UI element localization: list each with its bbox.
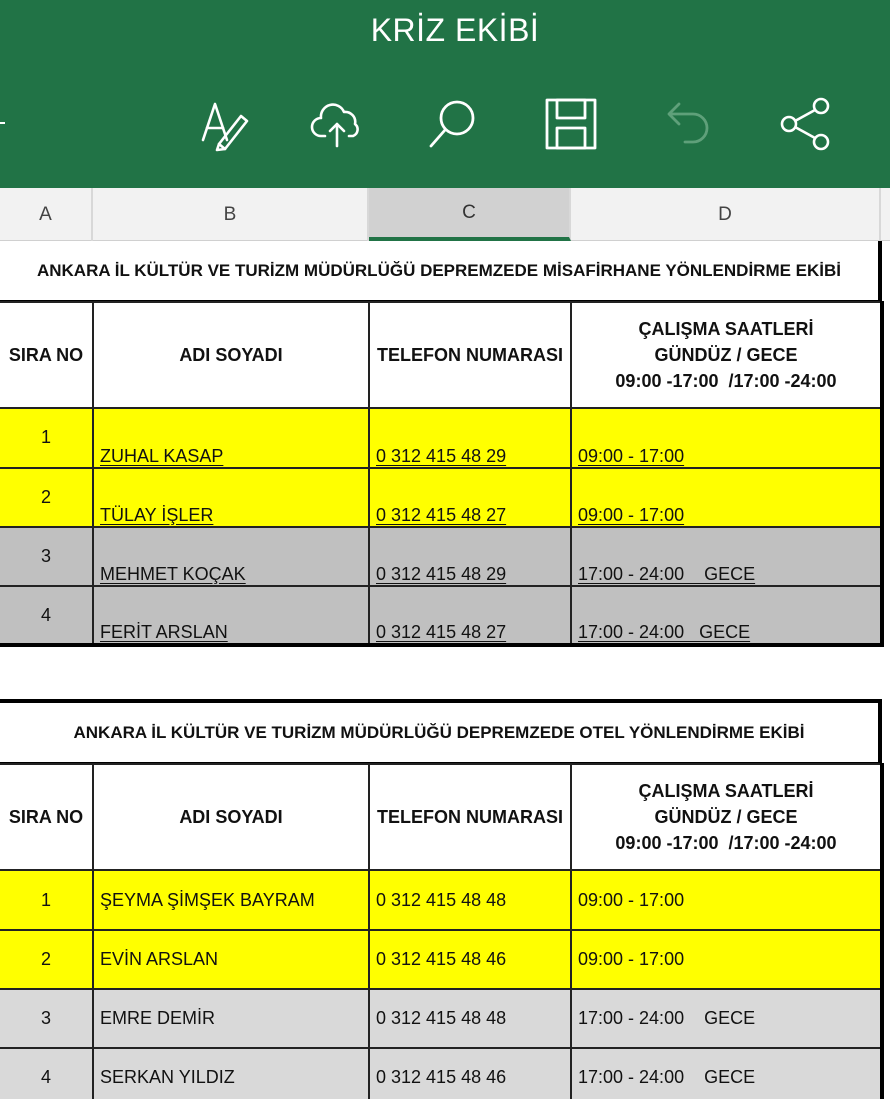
table-row <box>0 586 882 645</box>
undo-icon <box>660 95 718 153</box>
header-calisma-saatleri[interactable] <box>571 302 882 408</box>
row-name[interactable]: ŞEYMA ŞİMŞEK BAYRAM <box>93 870 369 930</box>
row-phone[interactable]: 0 312 415 48 29 <box>369 408 571 468</box>
table1-header-row <box>0 302 882 408</box>
header-telefon[interactable]: TELEFON NUMARASI <box>369 764 571 870</box>
header-adi-soyadi[interactable]: ADI SOYADI <box>93 764 369 870</box>
row-hours[interactable]: 17:00 - 24:00 GECE <box>571 527 882 586</box>
row-phone[interactable]: 0 312 415 48 48 <box>369 989 571 1048</box>
row-number[interactable]: 2 <box>0 468 93 527</box>
row-name[interactable]: EVİN ARSLAN <box>93 930 369 989</box>
header-calisma-saatleri[interactable] <box>571 764 882 870</box>
row-phone[interactable]: 0 312 415 48 48 <box>369 870 571 930</box>
row-number[interactable]: 1 <box>0 870 93 930</box>
column-header-b[interactable]: B <box>93 188 369 241</box>
header-sira-no[interactable]: SIRA NO <box>0 302 93 408</box>
header-hours-line2: GÜNDÜZ / GECE <box>654 345 798 365</box>
table1-banner[interactable]: ANKARA İL KÜLTÜR VE TURİZM MÜDÜRLÜĞÜ DEPREMZEDE MİSAFİRHANE YÖNLENDİRME EKİBİ <box>0 241 882 302</box>
header-hours-line2: GÜNDÜZ / GECE <box>654 807 798 827</box>
row-name[interactable]: MEHMET KOÇAK <box>93 527 369 586</box>
cloud-upload-icon[interactable] <box>308 95 366 153</box>
table-row <box>0 930 882 989</box>
row-phone[interactable]: 0 312 415 48 46 <box>369 1048 571 1099</box>
table2 <box>0 763 884 1099</box>
row-hours[interactable]: 17:00 - 24:00 GECE <box>571 1048 882 1099</box>
header-hours-line3: 09:00 -17:00 /17:00 -24:00 <box>615 833 837 853</box>
header-hours-line3: 09:00 -17:00 /17:00 -24:00 <box>615 371 837 391</box>
table-row <box>0 408 882 468</box>
header-hours-line1: ÇALIŞMA SAATLERİ <box>638 781 814 801</box>
row-hours[interactable]: 09:00 - 17:00 <box>571 870 882 930</box>
row-phone[interactable]: 0 312 415 48 27 <box>369 468 571 527</box>
search-icon[interactable] <box>424 95 482 153</box>
row-number[interactable]: 2 <box>0 930 93 989</box>
table-row <box>0 468 882 527</box>
row-phone[interactable]: 0 312 415 48 29 <box>369 527 571 586</box>
header-telefon[interactable]: TELEFON NUMARASI <box>369 302 571 408</box>
row-hours[interactable]: 09:00 - 17:00 <box>571 930 882 989</box>
table-row <box>0 1048 882 1099</box>
column-header-a[interactable]: A <box>0 188 93 241</box>
row-number[interactable]: 3 <box>0 527 93 586</box>
row-phone[interactable]: 0 312 415 48 46 <box>369 930 571 989</box>
back-edge-icon[interactable] <box>0 122 5 124</box>
row-number[interactable]: 4 <box>0 586 93 645</box>
row-name[interactable]: SERKAN YILDIZ <box>93 1048 369 1099</box>
row-hours[interactable]: 17:00 - 24:00 GECE <box>571 586 882 645</box>
header-hours-line1: ÇALIŞMA SAATLERİ <box>638 319 814 339</box>
row-hours[interactable]: 17:00 - 24:00 GECE <box>571 989 882 1048</box>
table-row <box>0 870 882 930</box>
row-name[interactable]: TÜLAY İŞLER <box>93 468 369 527</box>
save-icon[interactable] <box>542 95 600 153</box>
column-header-c[interactable]: C <box>369 188 571 241</box>
row-name[interactable]: ZUHAL KASAP <box>93 408 369 468</box>
column-header-bar <box>0 188 890 241</box>
row-hours[interactable]: 09:00 - 17:00 <box>571 468 882 527</box>
share-icon[interactable] <box>776 95 834 153</box>
row-number[interactable]: 3 <box>0 989 93 1048</box>
column-header-d[interactable]: D <box>571 188 881 241</box>
header-adi-soyadi[interactable]: ADI SOYADI <box>93 302 369 408</box>
table-row <box>0 527 882 586</box>
header-sira-no[interactable]: SIRA NO <box>0 764 93 870</box>
app-toolbar <box>0 0 890 188</box>
row-name[interactable]: FERİT ARSLAN <box>93 586 369 645</box>
row-number[interactable]: 4 <box>0 1048 93 1099</box>
table-row <box>0 989 882 1048</box>
table1 <box>0 301 884 647</box>
table2-banner[interactable]: ANKARA İL KÜLTÜR VE TURİZM MÜDÜRLÜĞÜ DEPREMZEDE OTEL YÖNLENDİRME EKİBİ <box>0 699 882 764</box>
row-number[interactable]: 1 <box>0 408 93 468</box>
draw-pen-icon[interactable] <box>196 95 254 153</box>
row-hours[interactable]: 09:00 - 17:00 <box>571 408 882 468</box>
document-title: KRİZ EKİBİ <box>370 12 540 48</box>
row-phone[interactable]: 0 312 415 48 27 <box>369 586 571 645</box>
table2-header-row <box>0 764 882 870</box>
row-name[interactable]: EMRE DEMİR <box>93 989 369 1048</box>
